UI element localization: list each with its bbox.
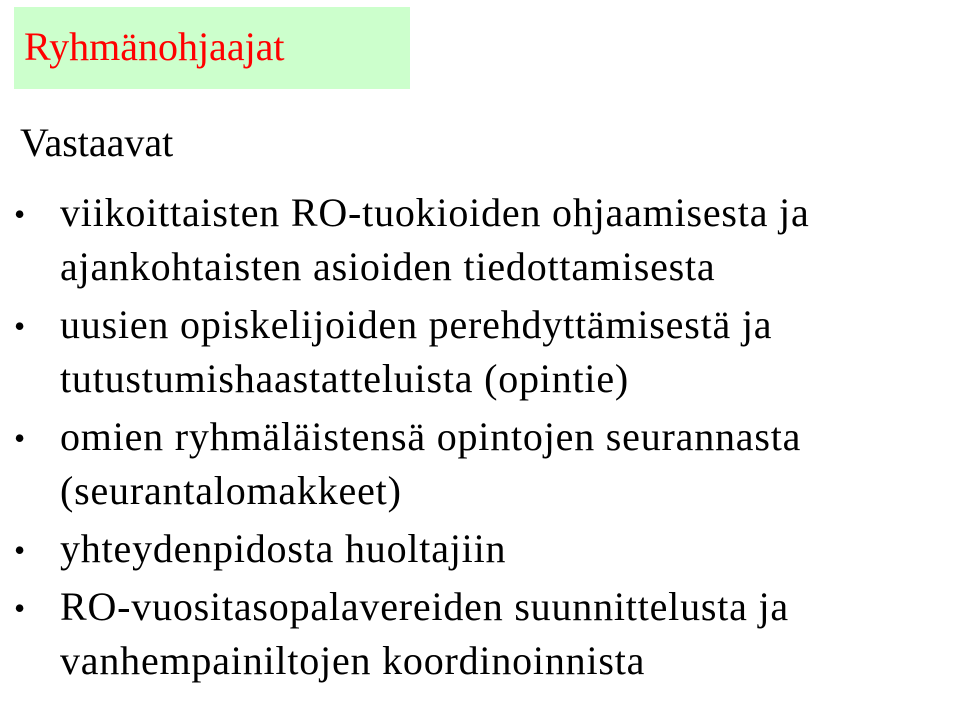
bullet-dot-icon: • — [14, 196, 26, 232]
bullet-line: (seurantalomakkeet) — [60, 468, 402, 513]
title-box — [14, 7, 410, 89]
bullet-dot-icon: • — [14, 532, 26, 568]
slide-title: Ryhmänohjaajat — [24, 24, 285, 69]
bullet-dot-icon: • — [14, 308, 26, 344]
bullet-line: vanhempainiltojen koordinoinnista — [60, 638, 646, 683]
bullet-item — [0, 522, 960, 576]
bullet-item — [0, 580, 960, 688]
bullet-line: yhteydenpidosta huoltajiin — [60, 526, 507, 571]
bullet-line: tutustumishaastatteluista (opintie) — [60, 356, 630, 401]
bullet-line: uusien opiskelijoiden perehdyttämisestä ja — [60, 302, 773, 347]
bullet-line: viikoittaisten RO-tuokioiden ohjaamisesta ja — [60, 190, 810, 235]
bullet-dot-icon: • — [14, 420, 26, 456]
bullet-dot-icon: • — [14, 590, 26, 626]
bullet-line: RO-vuositasopalavereiden suunnittelusta ja — [60, 584, 789, 629]
section-heading: Vastaavat — [20, 120, 174, 165]
bullet-item — [0, 298, 960, 406]
bullet-line: omien ryhmäläistensä opintojen seurannasta — [60, 414, 802, 459]
bullet-item — [0, 410, 960, 518]
bullet-line: ajankohtaisten asioiden tiedottamisesta — [60, 244, 716, 289]
bullet-item — [0, 186, 960, 294]
bullet-list — [0, 186, 960, 692]
